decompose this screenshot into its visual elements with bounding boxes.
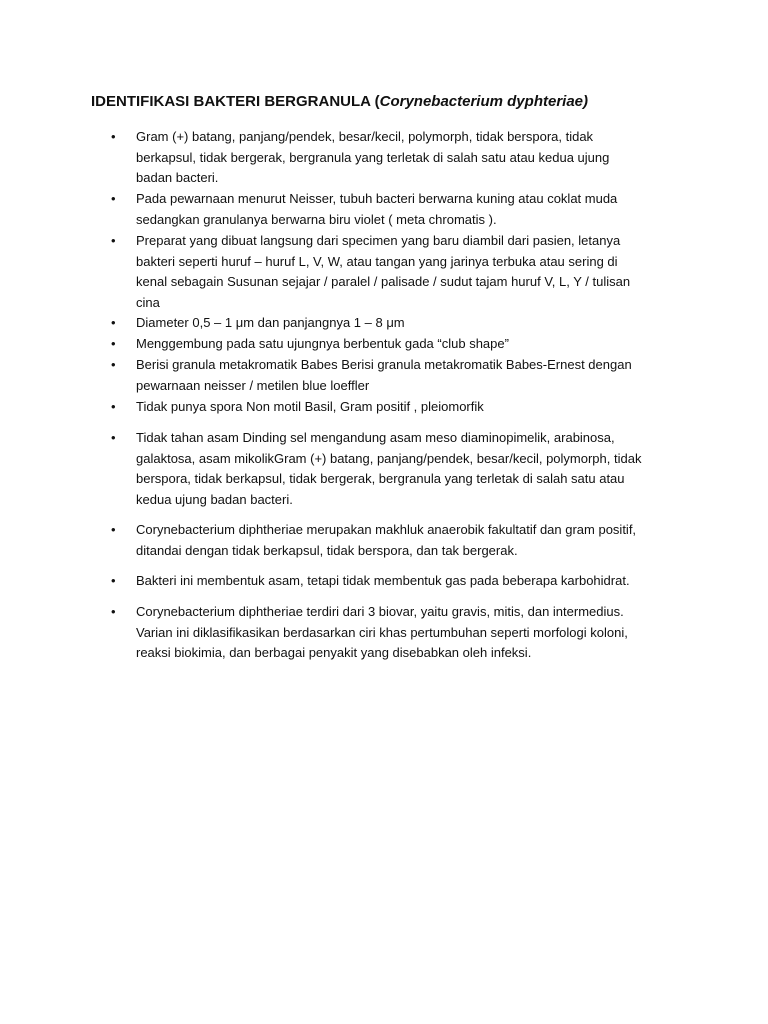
bullet-item bbox=[111, 127, 696, 189]
bullet-icon: • bbox=[111, 315, 116, 330]
bullet-item bbox=[111, 313, 696, 334]
bullet-text-line: Corynebacterium diphtheriae merupakan makhluk anaerobik fakultatif dan gram positif, bbox=[136, 522, 637, 537]
title-species: Corynebacterium dyphteriae) bbox=[379, 93, 588, 110]
bullet-item bbox=[111, 355, 696, 396]
bullet-item bbox=[111, 334, 696, 355]
bullet-item bbox=[111, 397, 696, 418]
bullet-text-line: Diameter 0,5 – 1 μm dan panjangnya 1 – 8 μm bbox=[136, 315, 405, 330]
bullet-text-line: Corynebacterium diphtheriae terdiri dari 3 biovar, yaitu gravis, mitis, dan intermedius. bbox=[136, 604, 624, 619]
bullet-icon: • bbox=[111, 233, 116, 248]
bullet-text-line: Pada pewarnaan menurut Neisser, tubuh bacteri berwarna kuning atau coklat muda bbox=[136, 191, 618, 206]
bullet-icon: • bbox=[111, 129, 116, 144]
bullet-icon: • bbox=[111, 430, 116, 445]
bullet-text-line: kenal sebagain Susunan sejajar / paralel / palisade / sudut tajam huruf V, L, Y / tulisan bbox=[136, 274, 631, 290]
bullet-text-line: Tidak tahan asam Dinding sel mengandung asam meso diaminopimelik, arabinosa, bbox=[136, 430, 615, 445]
bullet-text-line: ditandai dengan tidak berkapsul, tidak berspora, dan tak bergerak. bbox=[136, 542, 518, 558]
bullet-text-line: Varian ini diklasifikasikan berdasarkan ciri khas pertumbuhan seperti morfologi koloni, bbox=[136, 624, 628, 640]
title-prefix: IDENTIFIKASI BAKTERI BERGRANULA ( bbox=[91, 93, 380, 110]
bullet-text-line: kedua ujung badan bacteri. bbox=[136, 491, 293, 507]
bullet-icon: • bbox=[111, 522, 116, 537]
bullet-text-line: Bakteri ini membentuk asam, tetapi tidak membentuk gas pada beberapa karbohidrat. bbox=[136, 573, 630, 588]
bullet-text-line: badan bacteri. bbox=[136, 170, 219, 186]
bullet-text-line: pewarnaan neisser / metilen blue loeffler bbox=[136, 377, 370, 393]
bullet-text-line: cina bbox=[136, 294, 160, 310]
bullet-icon: • bbox=[111, 399, 116, 414]
bullet-text-line: reaksi biokimia, dan berbagai penyakit yang disebabkan oleh infeksi. bbox=[136, 645, 532, 661]
bullet-text-line: Berisi granula metakromatik Babes Berisi granula metakromatik Babes-Ernest dengan bbox=[136, 357, 632, 372]
bullet-item bbox=[111, 520, 696, 561]
bullet-item bbox=[111, 428, 696, 510]
bullet-text-line: Menggembung pada satu ujungnya berbentuk gada “club shape” bbox=[136, 336, 509, 351]
bullet-item bbox=[111, 602, 696, 664]
bullet-text-line: bakteri seperti huruf – huruf L, V, W, atau tangan yang jarinya terbuka atau sering di bbox=[136, 253, 618, 269]
bullet-text-line: sedangkan granulanya berwarna biru violet ( meta chromatis ). bbox=[136, 211, 497, 227]
bullet-icon: • bbox=[111, 336, 116, 351]
bullet-item bbox=[111, 231, 696, 313]
bullet-item bbox=[111, 189, 696, 230]
bullet-text-line: Preparat yang dibuat langsung dari specimen yang baru diambil dari pasien, letanya bbox=[136, 233, 621, 248]
bullet-icon: • bbox=[111, 191, 116, 206]
bullet-item bbox=[111, 571, 696, 592]
bullet-text-line: berspora, tidak berkapsul, tidak bergerak, bergranula yang terletak di salah satu atau bbox=[136, 471, 625, 487]
bullet-text-line: galaktosa, asam mikolikGram (+) batang, panjang/pendek, besar/kecil, polymorph, tidak bbox=[136, 450, 642, 466]
bullet-icon: • bbox=[111, 573, 116, 588]
bullet-text-line: Gram (+) batang, panjang/pendek, besar/kecil, polymorph, tidak berspora, tidak bbox=[136, 129, 594, 144]
bullet-icon: • bbox=[111, 357, 116, 372]
bullet-text-line: Tidak punya spora Non motil Basil, Gram positif , pleiomorfik bbox=[136, 399, 484, 414]
bullet-text-line: berkapsul, tidak bergerak, bergranula yang terletak di salah satu atau kedua ujung bbox=[136, 149, 610, 165]
document-title bbox=[91, 93, 588, 110]
bullet-icon: • bbox=[111, 604, 116, 619]
